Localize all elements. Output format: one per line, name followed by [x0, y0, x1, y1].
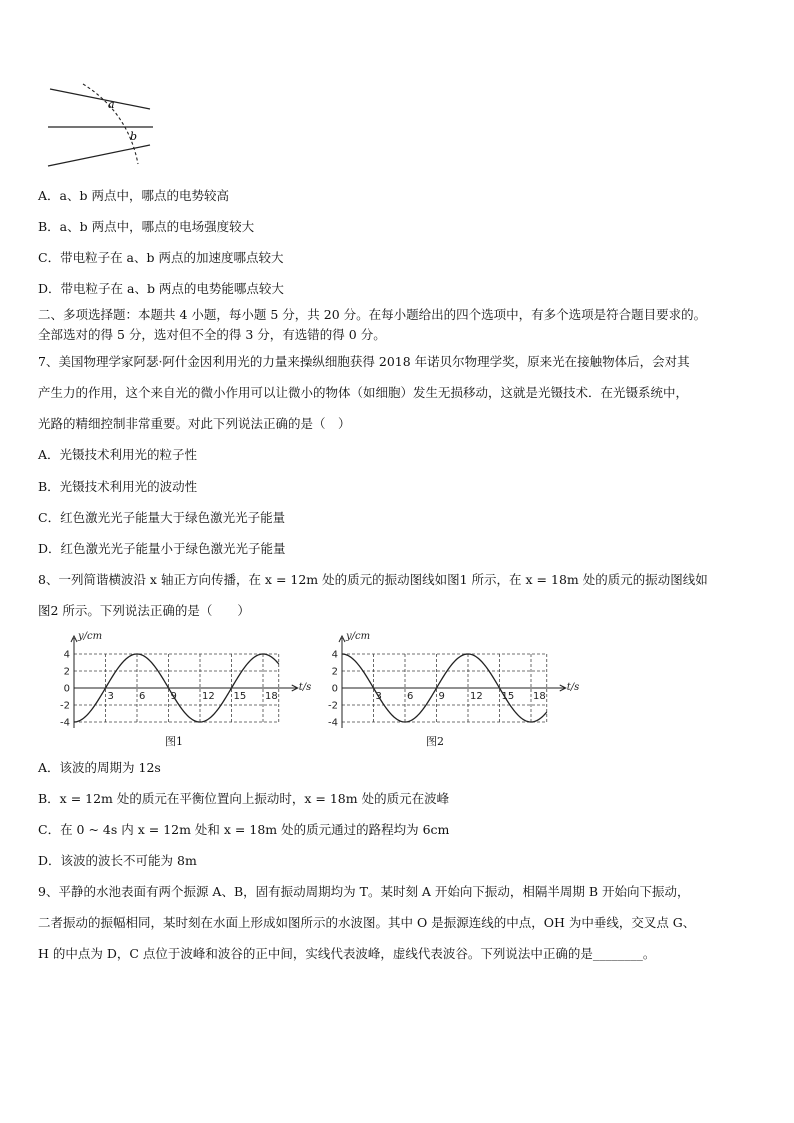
q6-option-a: A．a、b 两点中，哪点的电势较高	[38, 188, 229, 203]
field-line-figure	[38, 82, 158, 172]
q9-stem-1: 9、平静的水池表面有两个振源 A、B，固有振动周期均为 T。某时刻 A 开始向下振动，相隔半周期 B 开始向下振动，	[38, 884, 690, 899]
section2-line-2: 全部选对的得 5 分，选对但不全的得 3 分，有选错的得 0 分。	[38, 327, 386, 342]
x-tick-label-6: 6	[407, 691, 414, 702]
x-tick-label-3: 3	[107, 691, 114, 702]
section2-line-1: 二、多项选择题：本题共 4 小题，每小题 5 分，共 20 分。在每小题给出的四个选项中，有多个选项是符合题目要求的。	[38, 307, 707, 322]
q7-option-a: A．光镊技术利用光的粒子性	[38, 447, 198, 462]
vibration-chart-2	[312, 630, 580, 730]
y-tick-label--4: -4	[328, 717, 338, 729]
x-tick-label-15: 15	[501, 691, 515, 702]
y-axis-label: y/cm	[346, 631, 371, 642]
q6-option-d: D．带电粒子在 a、b 两点的电势能哪点较大	[38, 281, 284, 296]
y-axis-label: y/cm	[78, 631, 103, 642]
y-tick-label-0: 0	[63, 683, 70, 695]
q7-option-c: C．红色激光光子能量大于绿色激光光子能量	[38, 510, 286, 525]
y-tick-label-2: 2	[331, 666, 338, 678]
q9-stem-2: 二者振动的振幅相同，某时刻在水面上形成如图所示的水波图。其中 O 是振源连线的中点，OH 为中垂线，交叉点 G、	[38, 915, 696, 930]
field-line-1	[50, 89, 150, 109]
q6-option-c: C．带电粒子在 a、b 两点的加速度哪点较大	[38, 250, 284, 265]
y-tick-label-4: 4	[63, 649, 70, 661]
x-tick-label-3: 3	[375, 691, 382, 702]
y-tick-label-0: 0	[331, 683, 338, 695]
q7-stem-1: 7、美国物理学家阿瑟·阿什金因利用光的力量来操纵细胞获得 2018 年诺贝尔物理学奖，原来光在接触物体后，会对其	[38, 354, 690, 369]
label-b: b	[130, 130, 138, 143]
y-tick-label-2: 2	[63, 666, 70, 678]
x-tick-label-18: 18	[533, 691, 546, 702]
x-axis-label: t/s	[566, 682, 580, 693]
q7-option-d: D．红色激光光子能量小于绿色激光光子能量	[38, 541, 286, 556]
x-tick-label-6: 6	[139, 691, 146, 702]
y-tick-label--4: -4	[60, 717, 70, 729]
label-a: a	[108, 98, 115, 111]
q8-option-b: B．x = 12m 处的质元在平衡位置向上振动时，x = 18m 处的质元在波峰	[38, 791, 450, 806]
vibration-chart-1	[44, 630, 312, 730]
chart-1-caption: 图1	[165, 735, 183, 748]
x-tick-label-9: 9	[170, 691, 177, 702]
y-tick-label--2: -2	[328, 700, 338, 712]
x-tick-label-9: 9	[438, 691, 445, 702]
q8-stem-1: 8、一列简谐横波沿 x 轴正方向传播，在 x = 12m 处的质元的振动图线如图1 所示，在 x = 18m 处的质元的振动图线如	[38, 572, 708, 587]
q6-option-b: B．a、b 两点中，哪点的电场强度较大	[38, 219, 255, 234]
field-line-3	[48, 145, 150, 166]
q9-stem-3: H 的中点为 D，C 点位于波峰和波谷的正中间，实线代表波峰，虚线代表波谷。下列说法中正确的是________。	[38, 946, 656, 961]
trajectory-dashed	[83, 84, 138, 164]
q7-stem-2: 产生力的作用，这个来自光的微小作用可以让微小的物体（如细胞）发生无损移动，这就是光镊技术．在光镊系统中，	[38, 385, 689, 400]
y-tick-label--2: -2	[60, 700, 70, 712]
q7-option-b: B．光镊技术利用光的波动性	[38, 479, 198, 494]
q8-stem-2: 图2 所示。下列说法正确的是（ ）	[38, 603, 250, 618]
q7-stem-3: 光路的精细控制非常重要。对此下列说法正确的是（ ）	[38, 416, 351, 431]
x-tick-label-12: 12	[202, 691, 215, 702]
x-tick-label-18: 18	[265, 691, 278, 702]
x-tick-label-15: 15	[233, 691, 247, 702]
x-tick-label-12: 12	[470, 691, 483, 702]
chart-2-caption: 图2	[426, 735, 444, 748]
q8-option-c: C．在 0 ~ 4s 内 x = 12m 处和 x = 18m 处的质元通过的路程均为 6cm	[38, 822, 450, 837]
x-axis-label: t/s	[298, 682, 312, 693]
q8-option-a: A．该波的周期为 12s	[38, 760, 161, 775]
q8-option-d: D．该波的波长不可能为 8m	[38, 853, 197, 868]
y-tick-label-4: 4	[331, 649, 338, 661]
